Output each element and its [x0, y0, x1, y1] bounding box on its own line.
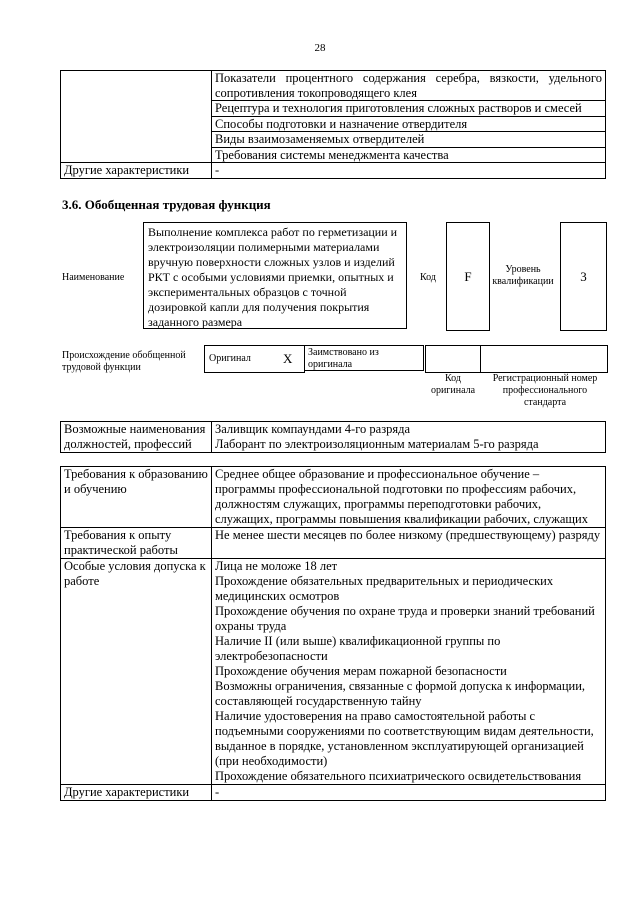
admission-item: Возможны ограничения, связанные с формой допуска к информации, составляющей государственную тайну [215, 679, 586, 708]
knowledge-item: Показатели процентного содержания серебра, вязкости, удельного сопротивления токопроводящего клея [212, 71, 606, 101]
registration-number-caption: Регистрационный номер профессионального стандарта [492, 373, 598, 408]
registration-number-cell [480, 345, 608, 373]
admission-item: Прохождение обучения мерам пожарной безопасности [215, 664, 507, 678]
original-code-caption: Код оригинала [430, 373, 476, 396]
page-number: 28 [314, 42, 326, 54]
positions-label: Возможные наименования должностей, профессий [61, 422, 212, 453]
original-mark: X [283, 351, 293, 366]
code-label: Код [420, 272, 436, 283]
other-characteristics-label: Другие характеристики [61, 163, 212, 179]
requirements-table [60, 466, 606, 801]
function-name-value: Выполнение комплекса работ по герметизации и электроизоляции полимерными материалами вручную поверхности сложных узлов и изделий РКТ с особыми условиями приемки, опытных и экспериментальных образцов с точной дозировкой капли для получения покрытия заданного размера [143, 222, 407, 329]
function-code-value: F [446, 222, 490, 331]
other-characteristics-value: - [212, 163, 606, 179]
original-cell [204, 345, 305, 373]
education-label: Требования к образованию и обучению [61, 467, 212, 528]
admission-item: Наличие удостоверения на право самостоятельной работы с подъемными сооружениями по соответствующим видам деятельности, выданное в порядке, установленном эксплуатирующей организацией (при необходимости) [215, 709, 594, 768]
position-item: Лаборант по электроизоляционным материалам 5-го разряда [215, 437, 539, 451]
experience-label: Требования к опыту практической работы [61, 528, 212, 559]
positions-table [60, 421, 606, 453]
experience-value: Не менее шести месяцев по более низкому (предшествующему) разряду [212, 528, 606, 559]
other-characteristics-value: - [212, 785, 606, 801]
other-characteristics-label: Другие характеристики [61, 785, 212, 801]
borrowed-label: Заимствовано из оригинала [304, 345, 424, 371]
admission-values [212, 559, 606, 785]
admission-item: Прохождение обучения по охране труда и проверки знаний требований охраны труда [215, 604, 595, 633]
education-value: Среднее общее образование и профессиональное обучение – программы профессиональной подготовки по профессиям рабочих, должностям служащих, программы переподготовки рабочих, служащих, программы повышения квалификации рабочих, служащих [212, 467, 606, 528]
admission-item: Прохождение обязательных предварительных и периодических медицинских осмотров [215, 574, 554, 603]
section-title: 3.6. Обобщенная трудовая функция [62, 197, 271, 212]
position-item: Заливщик компаундами 4-го разряда [215, 422, 411, 436]
original-label: Оригинал [209, 353, 251, 364]
admission-label: Особые условия допуска к работе [61, 559, 212, 785]
qualification-level-value: 3 [560, 222, 607, 331]
positions-values [212, 422, 606, 453]
knowledge-item: Способы подготовки и назначение отвердителя [212, 116, 606, 132]
level-label: Уровень квалификации [492, 264, 554, 287]
knowledge-item: Виды взаимозаменяемых отвердителей [212, 132, 606, 148]
original-code-cell [425, 345, 481, 373]
name-label: Наименование [62, 272, 125, 283]
empty-cell [61, 71, 212, 163]
admission-item: Наличие II (или выше) квалификационной группы по электробезопасности [215, 634, 501, 663]
knowledge-item: Требования системы менеджмента качества [212, 147, 606, 163]
knowledge-table [60, 70, 606, 179]
admission-item: Прохождение обязательного психиатрического освидетельствования [215, 769, 582, 783]
knowledge-item: Рецептура и технология приготовления сложных растворов и смесей [212, 101, 606, 117]
admission-item: Лица не моложе 18 лет [215, 559, 338, 573]
origin-label: Происхождение обобщенной трудовой функции [62, 350, 186, 373]
